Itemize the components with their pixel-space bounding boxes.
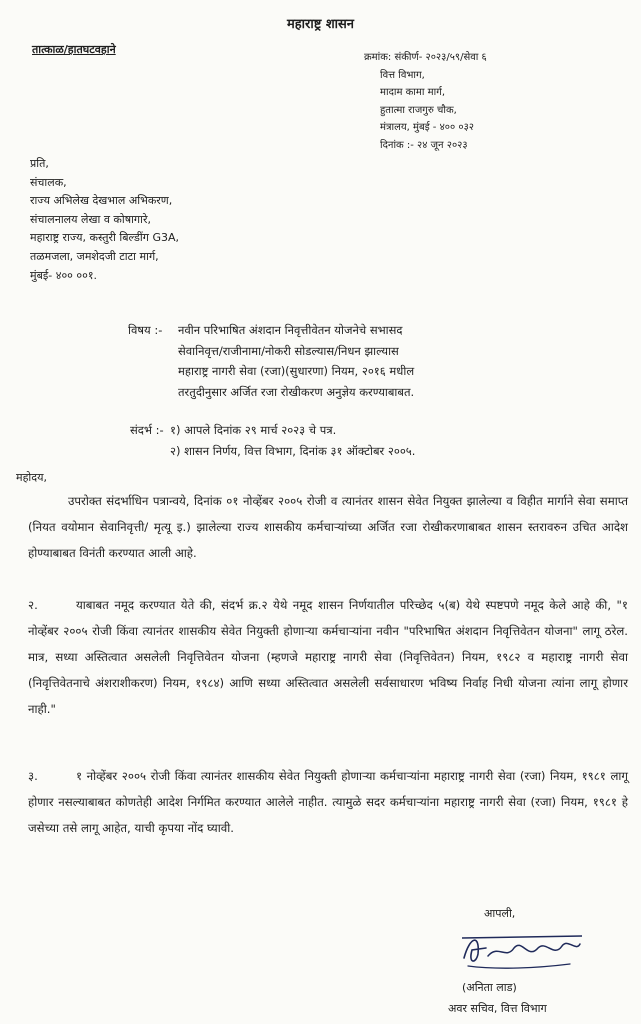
recipient-floor: तळमजला, जमशेदजी टाटा मार्ग, <box>30 249 159 263</box>
recipient-office: राज्य अभिलेख देखभाल अभिकरण, <box>30 194 173 208</box>
recipient-directorate: संचालनालय लेखा व कोषागारे, <box>30 212 151 226</box>
subject-label: विषय :- <box>128 323 163 337</box>
subject-line: सेवानिवृत्त/राजीनामा/नोकरी सोडल्यास/निधन झाल्यास <box>178 343 399 358</box>
subject-text <box>178 320 414 402</box>
subject-line: महाराष्ट्र नागरी सेवा (रजा)(सुधारणा) नियम, २०१६ मधील <box>178 364 415 378</box>
reference-road: मादाम कामा मार्ग, <box>380 87 446 98</box>
reference-number: क्रमांक: संकीर्ण- २०२३/५९/सेवा ६ <box>364 52 487 63</box>
paragraph-3 <box>28 763 628 841</box>
recipient-city: मुंबई- ४०० ००१. <box>30 268 98 282</box>
references-label: संदर्भ :- <box>130 423 164 437</box>
closing-text: आपली, <box>484 907 516 920</box>
reference-item: २) शासन निर्णय, वित्त विभाग, दिनांक ३१ ऑक्टोबर २००५. <box>170 444 416 458</box>
paragraph-3-text: १ नोव्हेंबर २००५ रोजी किंवा त्यानंतर शासकीय सेवेत नियुक्ती होणाऱ्या कर्मचाऱ्यांना महाराष्ट्र नागरी सेवा (रजा) नियम, १९८१ लागू होणार नसल्याबाबत कोणतेही आदेश निर्गमित करण्यात आलेले नाहीत. त्यामुळे सदर कर्मचाऱ्यांना महाराष्ट्र नागरी सेवा (रजा) नियम, १९८१ हे जसेच्या तसे लागू आहेत, याची कृपया नोंद घ्यावी. <box>28 769 628 835</box>
signatory-name: (अनिता लाड) <box>462 981 517 994</box>
reference-date: दिनांक :- २४ जून २०२३ <box>380 139 468 151</box>
paragraph-number: ३. <box>28 769 38 783</box>
paragraph-2 <box>28 592 628 722</box>
paragraph-1: उपरोक्त संदर्भाधिन पत्रान्वये, दिनांक ०१ नोव्हेंबर २००५ रोजी व त्यानंतर शासन सेवेत नियुक्त झालेल्या व विहीत मार्गाने सेवा समाप्त (नियत वयोमान सेवानिवृत्ती/ मृत्यू इ.) झालेल्या राज्य शासकीय कर्मचाऱ्यांच्या अर्जित रजा रोखीकरणाबाबत शासन स्तरावरुन उचित आदेश होण्याबाबत विनंती करण्यात आली आहे. <box>28 494 628 560</box>
urgent-label: तात्काळ/हातघटवहाने <box>32 43 116 56</box>
reference-item: १) आपले दिनांक २९ मार्च २०२३ चे पत्र. <box>170 423 337 437</box>
recipient-block <box>30 155 179 285</box>
recipient-prati: प्रति, <box>30 157 49 170</box>
reference-mantralaya: मंत्रालय, मुंबई - ४०० ०३२ <box>380 122 474 133</box>
subject-line: तरतुदीनुसार अर्जित रजा रोखीकरण अनुज्ञेय करण्याबाबत. <box>178 384 415 399</box>
references-list <box>170 420 415 462</box>
recipient-building: महाराष्ट्र राज्य, कस्तुरी बिल्डींग G3A, <box>30 231 179 245</box>
handwritten-signature <box>458 928 588 974</box>
paragraph-number: २. <box>28 598 38 612</box>
recipient-title: संचालक, <box>30 175 67 189</box>
signatory-designation: अवर सचिव, वित्त विभाग <box>448 1002 547 1015</box>
reference-department: वित्त विभाग, <box>380 69 425 81</box>
reference-chowk: हुतात्मा राजगुरु चौक, <box>380 104 457 116</box>
salutation: महोदय, <box>16 471 47 484</box>
government-heading: महाराष्ट्र शासन <box>286 17 355 32</box>
subject-line: नवीन परिभाषित अंशदान निवृत्तीवेतन योजनेचे सभासद <box>178 323 403 337</box>
paragraph-2-text: याबाबत नमूद करण्यात येते की, संदर्भ क्र.२ येथे नमूद शासन निर्णयातील परिच्छेद ५(ब) येथे स्पष्टपणे नमूद केले आहे की, "१ नोव्हेंबर २००५ रोजी किंवा त्यानंतर शासकीय सेवेत नियुक्ती होणाऱ्या कर्मचाऱ्यांना नवीन "परिभाषित अंशदान निवृत्तिवेतन योजना" लागू ठरेल. मात्र, सध्या अस्तित्वात असलेली निवृत्तिवेतन योजना (म्हणजे महाराष्ट्र नागरी सेवा (निवृत्तिवेतन) नियम, १९८२ व महाराष्ट्र नागरी सेवा (निवृत्तिवेतनाचे अंशराशीकरण) नियम, १९८४) आणि सध्या अस्तित्वात असलेली सर्वसाधारण भविष्य निर्वाह निधी योजना त्यांना लागू होणार नाही." <box>28 598 628 716</box>
reference-block <box>364 49 487 154</box>
